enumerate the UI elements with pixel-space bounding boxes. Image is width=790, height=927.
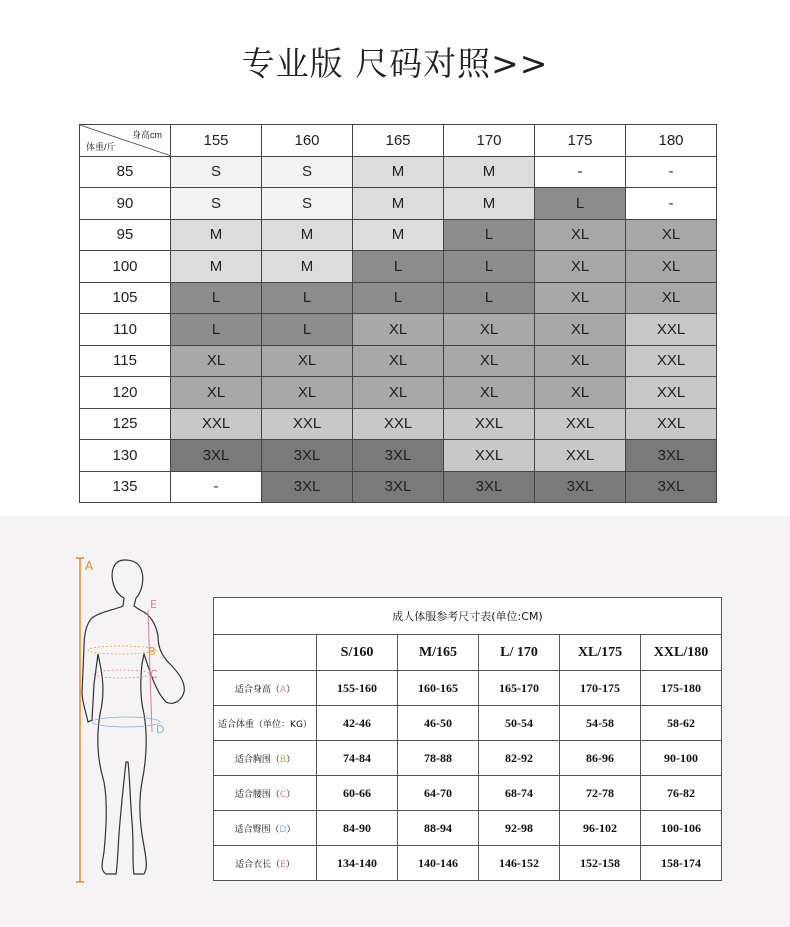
size-cell: XL: [535, 345, 626, 377]
size-cell: XL: [535, 314, 626, 346]
height-header: 175: [535, 125, 626, 157]
measurement-value: 82-92: [479, 741, 560, 776]
size-cell: S: [171, 156, 262, 188]
measurement-value: 88-94: [398, 811, 479, 846]
size-cell: S: [171, 188, 262, 220]
size-column-header: M/165: [398, 635, 479, 671]
weight-header: 100: [80, 251, 171, 283]
size-cell: XXL: [535, 440, 626, 472]
corner-weight-label: 体重/斤: [86, 141, 116, 152]
size-cell: XXL: [626, 314, 717, 346]
measurement-value: 92-98: [479, 811, 560, 846]
measurement-value: 72-78: [560, 776, 641, 811]
measurement-label: 适合胸围（B）: [214, 741, 317, 776]
size-cell: S: [262, 156, 353, 188]
size-cell: XL: [626, 251, 717, 283]
height-header: 165: [353, 125, 444, 157]
size-cell: L: [535, 188, 626, 220]
size-cell: XL: [353, 314, 444, 346]
measurement-value: 54-58: [560, 706, 641, 741]
size-cell: -: [171, 471, 262, 503]
size-cell: XL: [353, 345, 444, 377]
size-column-header: L/ 170: [479, 635, 560, 671]
size-column-header: XXL/180: [641, 635, 722, 671]
weight-header: 110: [80, 314, 171, 346]
measurement-value: 146-152: [479, 846, 560, 881]
label-d: D: [156, 723, 165, 736]
weight-header: 125: [80, 408, 171, 440]
size-cell: M: [171, 219, 262, 251]
size-cell: L: [262, 282, 353, 314]
size-cell: M: [353, 156, 444, 188]
size-cell: M: [262, 251, 353, 283]
measurement-value: 86-96: [560, 741, 641, 776]
size-cell: XXL: [444, 440, 535, 472]
measurement-value: 58-62: [641, 706, 722, 741]
measurement-value: 46-50: [398, 706, 479, 741]
measurement-value: 100-106: [641, 811, 722, 846]
size-cell: XL: [171, 377, 262, 409]
measurement-value: 84-90: [317, 811, 398, 846]
size-cell: M: [171, 251, 262, 283]
size-cell: XL: [535, 282, 626, 314]
height-header: 180: [626, 125, 717, 157]
size-cell: 3XL: [262, 471, 353, 503]
label-b: B: [148, 645, 156, 658]
size-cell: -: [535, 156, 626, 188]
chest-measure: [88, 646, 156, 654]
height-header: 170: [444, 125, 535, 157]
size-cell: L: [444, 282, 535, 314]
grid-row: [80, 440, 717, 472]
size-cell: XL: [444, 345, 535, 377]
reference-caption: 成人体服参考尺寸表(单位:CM): [214, 598, 722, 635]
size-cell: 3XL: [171, 440, 262, 472]
size-cell: XL: [626, 282, 717, 314]
size-cell: XL: [353, 377, 444, 409]
size-cell: XXL: [626, 345, 717, 377]
size-cell: 3XL: [626, 471, 717, 503]
measurement-value: 155-160: [317, 671, 398, 706]
measurement-value: 50-54: [479, 706, 560, 741]
size-cell: 3XL: [262, 440, 353, 472]
size-cell: L: [171, 314, 262, 346]
hip-measure: [92, 717, 160, 727]
grid-row: [80, 156, 717, 188]
measurement-value: 64-70: [398, 776, 479, 811]
grid-corner: [80, 125, 171, 157]
blank-header: [214, 635, 317, 671]
size-cell: L: [444, 251, 535, 283]
measurement-value: 90-100: [641, 741, 722, 776]
size-cell: M: [444, 156, 535, 188]
reference-table: [213, 597, 722, 881]
weight-header: 135: [80, 471, 171, 503]
size-cell: XL: [171, 345, 262, 377]
label-a: A: [85, 559, 94, 573]
body-figure: [70, 552, 200, 887]
size-cell: 3XL: [535, 471, 626, 503]
height-header: 160: [262, 125, 353, 157]
grid-row: [80, 251, 717, 283]
size-cell: L: [444, 219, 535, 251]
height-header: 155: [171, 125, 262, 157]
size-cell: XXL: [444, 408, 535, 440]
measurement-label: 适合腰围（C）: [214, 776, 317, 811]
weight-header: 105: [80, 282, 171, 314]
size-cell: XXL: [535, 408, 626, 440]
size-cell: XL: [626, 219, 717, 251]
size-cell: 3XL: [353, 471, 444, 503]
size-cell: XL: [444, 314, 535, 346]
measurement-value: 175-180: [641, 671, 722, 706]
measurement-value: 78-88: [398, 741, 479, 776]
size-cell: 3XL: [353, 440, 444, 472]
measurement-value: 170-175: [560, 671, 641, 706]
size-cell: L: [353, 251, 444, 283]
measurement-label: 适合身高（A）: [214, 671, 317, 706]
measurement-value: 74-84: [317, 741, 398, 776]
size-cell: XL: [535, 377, 626, 409]
size-cell: M: [262, 219, 353, 251]
size-cell: S: [262, 188, 353, 220]
label-c: C: [150, 668, 158, 681]
measurement-label: 适合衣长（E）: [214, 846, 317, 881]
corner-height-label: 身高cm: [132, 130, 162, 140]
grid-row: [80, 219, 717, 251]
size-cell: XL: [535, 219, 626, 251]
measurement-value: 152-158: [560, 846, 641, 881]
measurement-value: 160-165: [398, 671, 479, 706]
grid-header-row: [80, 125, 717, 157]
grid-row: [80, 188, 717, 220]
size-column-header: XL/175: [560, 635, 641, 671]
grid-row: [80, 345, 717, 377]
size-cell: 3XL: [626, 440, 717, 472]
size-cell: M: [353, 188, 444, 220]
measurement-value: 68-74: [479, 776, 560, 811]
weight-header: 95: [80, 219, 171, 251]
reference-row: [214, 846, 722, 881]
size-column-header: S/160: [317, 635, 398, 671]
grid-row: [80, 314, 717, 346]
size-cell: -: [626, 188, 717, 220]
measurement-value: 165-170: [479, 671, 560, 706]
weight-header: 115: [80, 345, 171, 377]
size-cell: L: [353, 282, 444, 314]
measurement-value: 60-66: [317, 776, 398, 811]
measurement-value: 158-174: [641, 846, 722, 881]
measurement-value: 42-46: [317, 706, 398, 741]
size-cell: XL: [444, 377, 535, 409]
size-cell: L: [262, 314, 353, 346]
reference-row: [214, 811, 722, 846]
weight-header: 85: [80, 156, 171, 188]
reference-row: [214, 776, 722, 811]
weight-header: 120: [80, 377, 171, 409]
reference-section: [0, 516, 790, 927]
grid-row: [80, 377, 717, 409]
weight-header: 90: [80, 188, 171, 220]
measurement-value: 76-82: [641, 776, 722, 811]
size-cell: XL: [535, 251, 626, 283]
measurement-label: 适合体重（单位：KG）: [214, 706, 317, 741]
size-cell: M: [353, 219, 444, 251]
size-grid: [79, 124, 717, 503]
measurement-value: 96-102: [560, 811, 641, 846]
grid-row: [80, 471, 717, 503]
reference-row: [214, 671, 722, 706]
measurement-value: 140-146: [398, 846, 479, 881]
size-cell: XXL: [171, 408, 262, 440]
grid-row: [80, 282, 717, 314]
measurement-label: 适合臀围（D）: [214, 811, 317, 846]
size-cell: XXL: [262, 408, 353, 440]
size-cell: L: [171, 282, 262, 314]
size-cell: XXL: [626, 377, 717, 409]
page-title: 专业版 尺码对照>>: [241, 44, 549, 83]
label-e: E: [150, 598, 157, 611]
measurement-value: 134-140: [317, 846, 398, 881]
size-cell: XL: [262, 345, 353, 377]
size-cell: XL: [262, 377, 353, 409]
reference-row: [214, 706, 722, 741]
reference-row: [214, 741, 722, 776]
size-cell: M: [444, 188, 535, 220]
size-cell: 3XL: [444, 471, 535, 503]
weight-header: 130: [80, 440, 171, 472]
size-cell: -: [626, 156, 717, 188]
size-cell: XXL: [353, 408, 444, 440]
grid-row: [80, 408, 717, 440]
size-cell: XXL: [626, 408, 717, 440]
